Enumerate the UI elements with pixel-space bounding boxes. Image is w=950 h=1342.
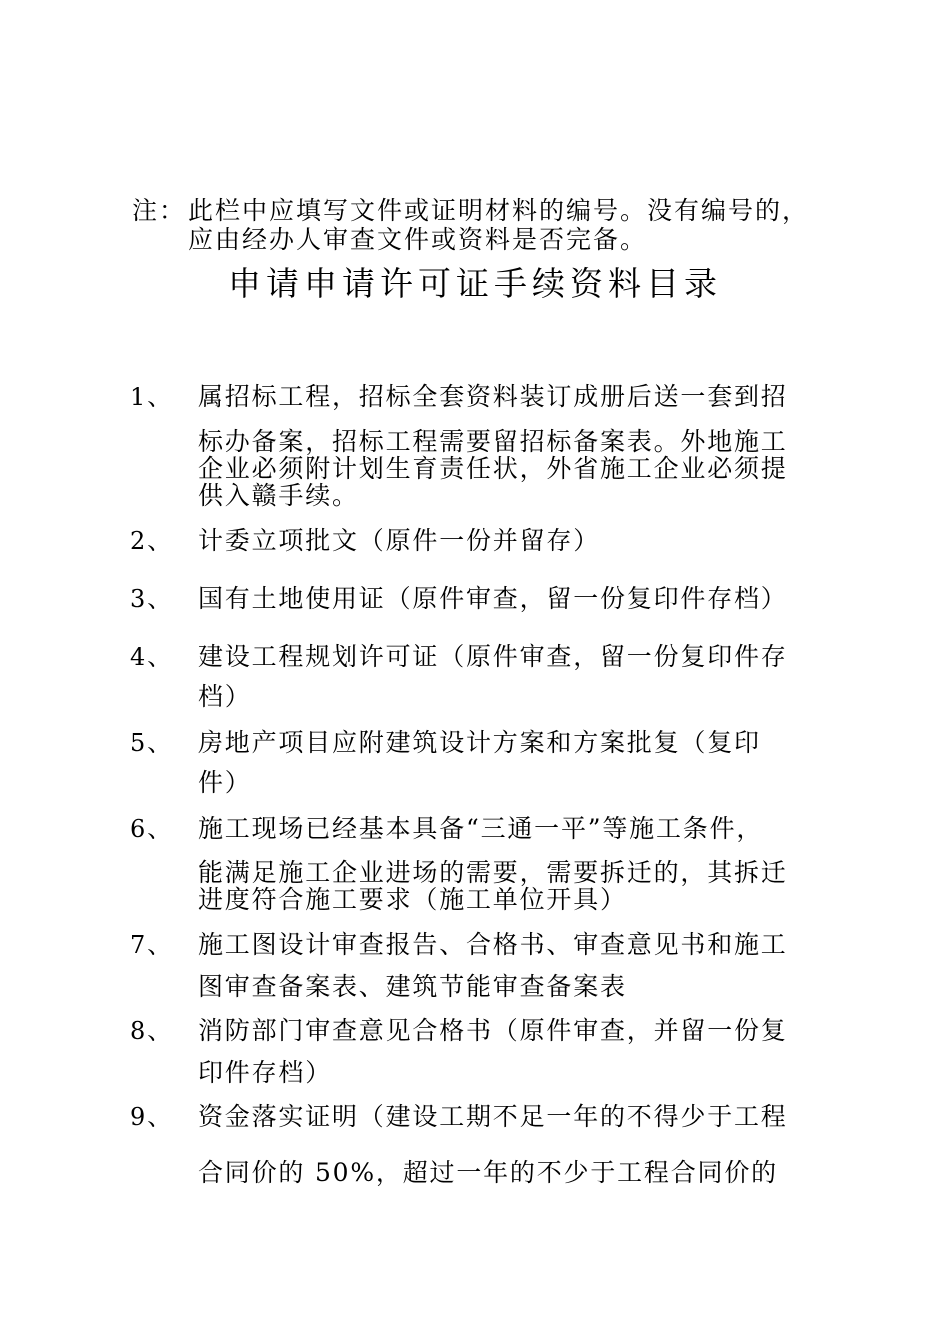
item-text-line: 印件存档） bbox=[198, 1058, 333, 1087]
item-text-line: 国有土地使用证（原件审查，留一份复印件存档） bbox=[198, 584, 788, 613]
item-text-line: 计委立项批文（原件一份并留存） bbox=[198, 526, 601, 555]
note-label: 注： bbox=[132, 196, 187, 225]
item-number: 6、 bbox=[130, 815, 174, 843]
item-text-line: 企业必须附计划生育责任状，外省施工企业必须提 bbox=[198, 454, 788, 483]
item-text-line: 能满足施工企业进场的需要，需要拆迁的，其拆迁 bbox=[198, 858, 788, 887]
item-text-line: 进度符合施工要求（施工单位开具） bbox=[198, 885, 627, 914]
item-number: 1、 bbox=[130, 383, 174, 411]
item-text-line: 供入赣手续。 bbox=[198, 481, 359, 510]
item-text-line: 资金落实证明（建设工期不足一年的不得少于工程 bbox=[198, 1102, 788, 1131]
item-text-line: 消防部门审查意见合格书（原件审查，并留一份复 bbox=[198, 1016, 788, 1045]
item-number: 3、 bbox=[130, 585, 174, 613]
item-text-line: 合同价的 50%，超过一年的不少于工程合同价的 bbox=[198, 1158, 778, 1187]
item-text-line: 图审查备案表、建筑节能审查备案表 bbox=[198, 972, 627, 1001]
item-text-line: 施工图设计审查报告、合格书、审查意见书和施工 bbox=[198, 930, 788, 959]
item-text-line: 标办备案，招标工程需要留招标备案表。外地施工 bbox=[198, 427, 788, 456]
item-text-line: 档） bbox=[198, 682, 252, 711]
note-line-2: 应由经办人审查文件或资料是否完备。 bbox=[188, 225, 648, 254]
item-number: 9、 bbox=[130, 1103, 174, 1131]
item-number: 5、 bbox=[130, 729, 174, 757]
item-text-line: 建设工程规划许可证（原件审查，留一份复印件存 bbox=[198, 642, 788, 671]
note bbox=[132, 196, 852, 254]
item-number: 4、 bbox=[130, 643, 174, 671]
item-text-line: 施工现场已经基本具备“三通一平”等施工条件， bbox=[198, 814, 764, 843]
document-title: 申请申请许可证手续资料目录 bbox=[228, 264, 722, 303]
item-number: 7、 bbox=[130, 931, 174, 959]
item-number: 2、 bbox=[130, 527, 174, 555]
note-line-1: 此栏中应填写文件或证明材料的编号。没有编号的， bbox=[188, 196, 810, 225]
item-text-line: 属招标工程，招标全套资料装订成册后送一套到招 bbox=[198, 382, 788, 411]
item-text-line: 件） bbox=[198, 768, 252, 797]
item-text-line: 房地产项目应附建筑设计方案和方案批复（复印 bbox=[198, 728, 761, 757]
item-number: 8、 bbox=[130, 1017, 174, 1045]
